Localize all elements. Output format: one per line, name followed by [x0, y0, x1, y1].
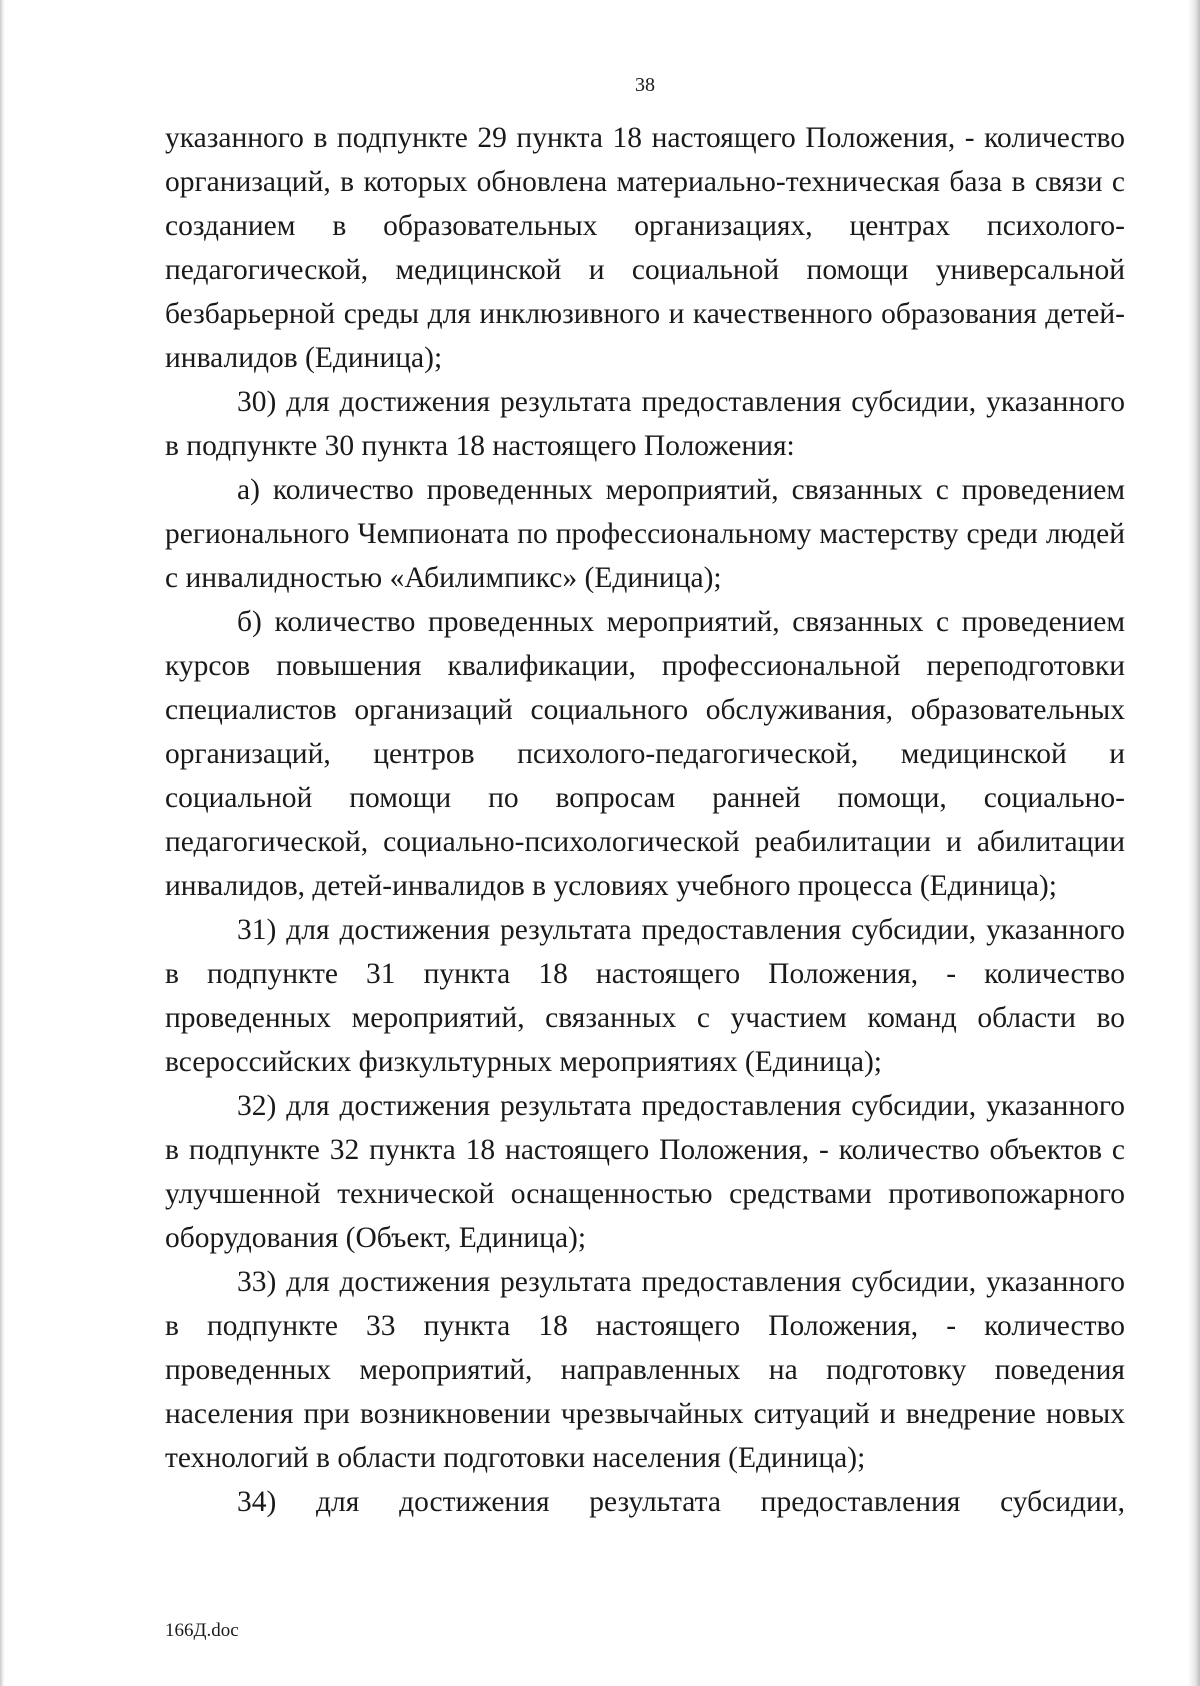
paragraph-33: 33) для достижения результата предоставления субсидии, указанного в подпункте 33 пункта 18 настоящего Положения, - количество проведенных мероприятий, направленных на подготовку поведения населения при возникновении чрезвычайных ситуаций и внедрение новых технологий в области подготовки населения (Единица); — [165, 1266, 1125, 1474]
page-number: 38 — [635, 74, 655, 96]
paragraph-30: 30) для достижения результата предоставления субсидии, указанного в подпункте 30 пункта 18 настоящего Положения: — [165, 386, 1125, 462]
paragraph-30-a: а) количество проведенных мероприятий, связанных с проведением регионального Чемпионата по профессиональному мастерству среди людей с инвалидностью «Абилимпикс» (Единица); — [165, 474, 1125, 594]
scan-edge-right — [1188, 0, 1200, 1686]
document-body — [165, 116, 1125, 1524]
scan-edge-left — [0, 0, 5, 1686]
footer-filename: 166Д.doc — [165, 1620, 239, 1641]
paragraph-31: 31) для достижения результата предоставления субсидии, указанного в подпункте 31 пункта 18 настоящего Положения, - количество проведенных мероприятий, связанных с участием команд области во всероссийских физкультурных мероприятиях (Единица); — [165, 914, 1125, 1078]
paragraph-32: 32) для достижения результата предоставления субсидии, указанного в подпункте 32 пункта 18 настоящего Положения, - количество объектов с улучшенной технической оснащенностью средствами противопожарного оборудования (Объект, Единица); — [165, 1090, 1125, 1254]
paragraph-30-b: б) количество проведенных мероприятий, связанных с проведением курсов повышения квалификации, профессиональной переподготовки специалистов организаций социального обслуживания, образовательных организаций, центров психолого-педагогической, медицинской и социальной помощи по вопросам ранней помощи, социально-педагогической, социально-психологической реабилитации и абилитации инвалидов, детей-инвалидов в условиях учебного процесса (Единица); — [165, 606, 1125, 902]
paragraph-29-continuation: указанного в подпункте 29 пункта 18 настоящего Положения, - количество организаций, в которых обновлена материально-техническая база в связи с созданием в образовательных организациях, центрах психолого-педагогической, медицинской и социальной помощи универсальной безбарьерной среды для инклюзивного и качественного образования детей-инвалидов (Единица); — [165, 122, 1125, 374]
paragraph-34-start: 34) для достижения результата предоставления субсидии, — [237, 1486, 1125, 1518]
